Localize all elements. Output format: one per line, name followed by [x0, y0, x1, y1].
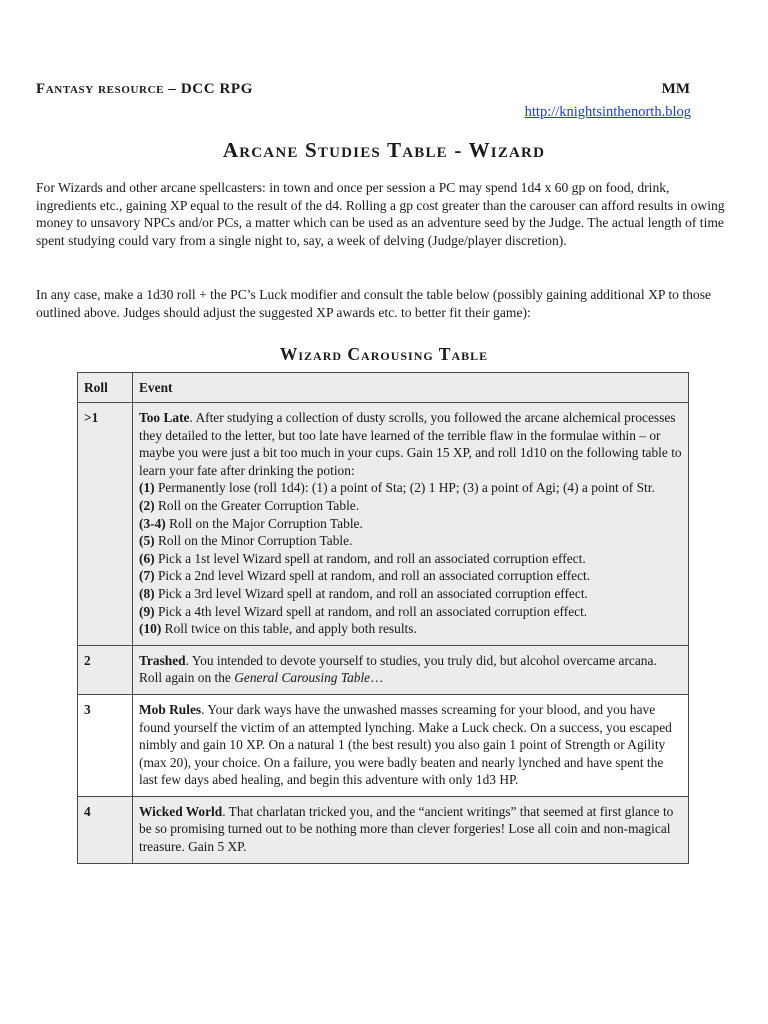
- roll-value: >1: [78, 403, 133, 646]
- roll-value: 2: [78, 645, 133, 694]
- sub-result-number: (1): [139, 480, 155, 496]
- event-text: . You intended to devote yourself to studies, you truly did, but alcohol overcame arcana. Roll again on the: [139, 652, 657, 686]
- sub-result-item: [139, 515, 682, 533]
- event-cell: [133, 403, 689, 646]
- carousing-table: [77, 372, 689, 864]
- sub-result-item: [139, 585, 682, 603]
- table-header-row: [78, 373, 689, 403]
- sub-result-number: (8): [139, 585, 155, 601]
- header-resource-label: Fantasy resource – DCC RPG: [36, 81, 253, 97]
- blog-link[interactable]: http://knightsinthenorth.blog: [524, 104, 691, 120]
- event-cell: [133, 796, 689, 863]
- table-title: Wizard Carousing Table: [279, 344, 489, 364]
- sub-result-text: Pick a 1st level Wizard spell at random, and roll an associated corruption effect.: [154, 550, 586, 566]
- event-text: . After studying a collection of dusty scrolls, you followed the arcane alchemical processes they detailed to the letter, but too late have learned of the terrible flaw in the formulae within – or maybe you were just a bit too much in your cups. Gain 15 XP, and roll 1d10 on the following table to learn your fate after drinking the potion:: [139, 410, 682, 478]
- sub-result-text: Permanently lose (roll 1d4): (1) a point of Sta; (2) 1 HP; (3) a point of Agi; (4) a point of Str.: [154, 480, 655, 496]
- event-cell: [133, 694, 689, 796]
- event-column-header: Event: [133, 373, 689, 403]
- roll-value: 3: [78, 694, 133, 796]
- event-text-end: …: [370, 670, 384, 686]
- table-row: [78, 645, 689, 694]
- event-name: Mob Rules: [139, 701, 202, 717]
- event-name: Too Late: [139, 410, 190, 425]
- event-cell: [133, 645, 689, 694]
- sub-result-number: (2): [139, 497, 155, 513]
- sub-result-number: (7): [139, 568, 155, 584]
- sub-result-number: (5): [139, 533, 155, 549]
- sub-result-text: Pick a 3rd level Wizard spell at random, and roll an associated corruption effect.: [154, 585, 588, 601]
- sub-result-item: [139, 567, 682, 585]
- sub-result-number: (3-4): [139, 515, 166, 531]
- roll-value: 4: [78, 796, 133, 863]
- sub-result-number: (6): [139, 550, 155, 566]
- header-author-initials: MM: [661, 81, 690, 97]
- page-title: Arcane Studies Table - Wizard: [222, 138, 546, 162]
- intro-paragraph: For Wizards and other arcane spellcasters: in town and once per session a PC may spend 1d4 x 60 gp on food, drink, ingredients etc., gaining XP equal to the result of the d4. Rolling a gp cost greater than the carouser can afford results in owing money to unsavory NPCs and/or PCs, a matter which can be used as an adventure seed by the Judge. The actual length of time spent studying could vary from a single night to, say, a week of delving (Judge/player discretion).: [36, 180, 725, 248]
- sub-result-item: [139, 479, 682, 497]
- sub-result-text: Pick a 2nd level Wizard spell at random, and roll an associated corruption effect.: [154, 568, 591, 584]
- sub-result-item: [139, 497, 682, 515]
- event-text: . That charlatan tricked you, and the “ancient writings” that seemed at first glance to be so promising turned out to be nothing more than clever forgeries! Lose all coin and non-magical treasure. Gain 5 XP.: [139, 803, 674, 855]
- instructions-paragraph: In any case, make a 1d30 roll + the PC’s Luck modifier and consult the table below (possibly gaining additional XP to those outlined above. Judges should adjust the suggested XP awards etc. to better fit their game):: [36, 287, 712, 320]
- sub-result-item: [139, 603, 682, 621]
- sub-result-item: [139, 620, 682, 638]
- sub-result-text: Pick a 4th level Wizard spell at random, and roll an associated corruption effect.: [154, 603, 588, 619]
- sub-result-text: Roll on the Major Corruption Table.: [165, 515, 363, 531]
- sub-result-text: Roll twice on this table, and apply both results.: [161, 621, 417, 637]
- sub-result-number: (9): [139, 603, 155, 619]
- table-row: [78, 694, 689, 796]
- roll-column-header: Roll: [78, 373, 133, 403]
- sub-result-text: Roll on the Minor Corruption Table.: [154, 533, 353, 549]
- sub-result-number: (10): [139, 621, 162, 637]
- event-table-reference: General Carousing Table: [234, 670, 371, 686]
- sub-result-item: [139, 532, 682, 550]
- event-name: Trashed: [139, 652, 186, 668]
- event-text: . Your dark ways have the unwashed masses screaming for your blood, and you have found yourself the victim of an attempted lynching. Make a Luck check. On a success, you escaped nimbly and gain 10 XP. On a natural 1 (the best result) you also gain 1 point of Strength or Agility (max 20), your choice. On a failure, you were badly beaten and nearly lynched and have spent the last few days abed healing, and begin this adventure with only 1d3 HP.: [139, 701, 672, 788]
- table-row: [78, 796, 689, 863]
- table-row: [78, 403, 689, 646]
- sub-result-text: Roll on the Greater Corruption Table.: [154, 497, 360, 513]
- event-name: Wicked World: [139, 803, 223, 819]
- sub-result-item: [139, 550, 682, 568]
